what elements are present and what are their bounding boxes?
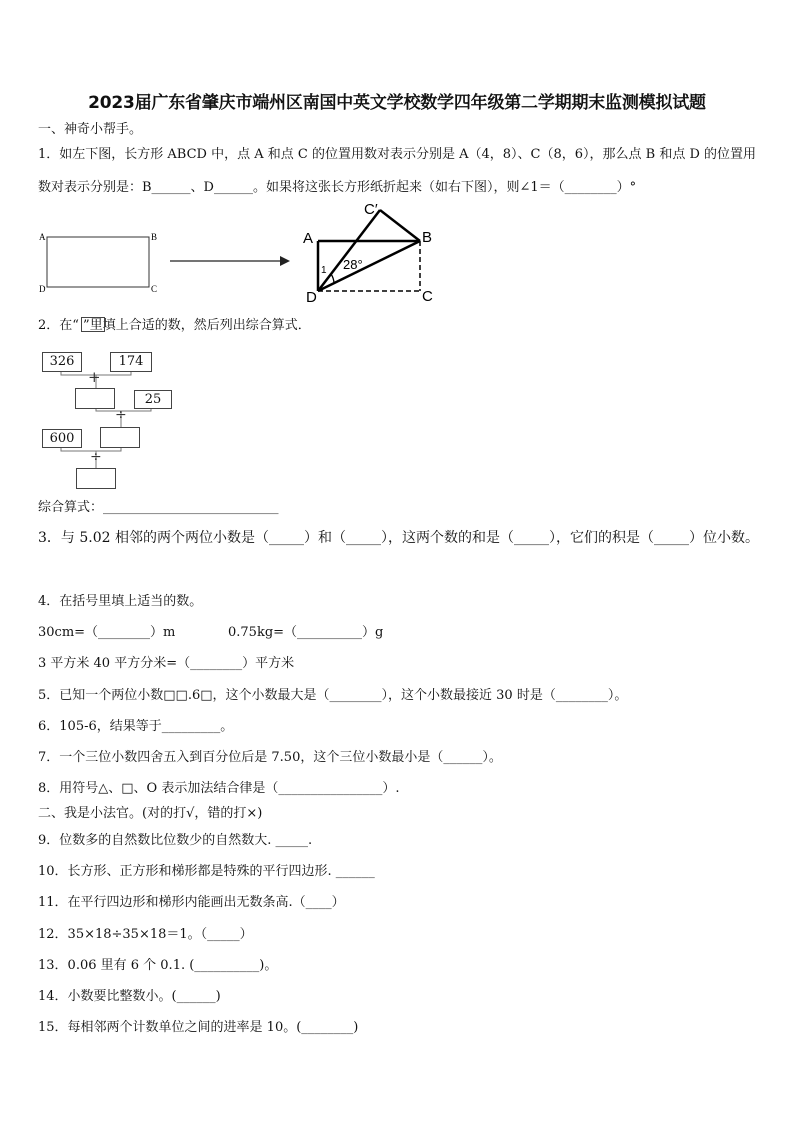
arrow-diagram (168, 254, 293, 268)
question-4-line-1a: 30cm=（________）m (38, 625, 176, 640)
blank-box-sum[interactable] (75, 388, 115, 409)
label-c: C (151, 284, 158, 294)
box-174: 174 (110, 352, 152, 372)
edge-c-prime-b (380, 210, 420, 241)
question-9: 9．位数多的自然数比位数少的自然数大. _____. (38, 833, 313, 848)
box-326: 326 (42, 352, 82, 372)
fold-label-d: D (306, 289, 317, 306)
fold-label-c-prime: C′ (364, 201, 378, 218)
question-4-line-2: 3 平方米 40 平方分米=（________）平方米 (38, 656, 295, 671)
label-a: A (39, 232, 46, 242)
question-4: 4．在括号里填上适当的数。 (38, 594, 203, 609)
fold-line-db (318, 241, 420, 291)
blank-box-icon (81, 317, 105, 332)
angle-28-label: 28° (343, 257, 363, 272)
question-13: 13．0.06 里有 6 个 0.1. (__________)。 (38, 958, 278, 973)
box-600: 600 (42, 429, 82, 448)
question-5: 5．已知一个两位小数□□.6□，这个小数最大是（________），这个小数最接近 30 时是（________）。 (38, 688, 628, 703)
fold-label-b: B (422, 229, 433, 246)
arrow-head-icon (280, 256, 290, 266)
question-14: 14．小数要比整数小。(______) (38, 989, 221, 1004)
angle-1-label: 1 (321, 265, 327, 276)
rectangle-abcd-diagram (36, 228, 166, 296)
blank-box-result[interactable] (76, 468, 116, 489)
label-b: B (151, 232, 158, 242)
plus-sign: + (88, 368, 101, 386)
page-title: 2023届广东省肇庆市端州区南国中英文学校数学四年级第二学期期末监测模拟试题 (88, 93, 706, 113)
section-1-heading: 一、神奇小帮手。 (38, 122, 143, 137)
question-4-line-1b: 0.75kg=（__________）g (228, 625, 384, 640)
fold-label-a: A (303, 230, 314, 247)
question-3: 3．与 5.02 相邻的两个两位小数是（_____）和（_____），这两个数的和是（_____），它们的积是（_____）位小数。 (38, 530, 759, 546)
calculation-tree-diagram (38, 347, 188, 490)
question-11: 11．在平行四边形和梯形内能画出无数条高.（____） (38, 895, 345, 910)
folded-rectangle-diagram (298, 198, 446, 306)
box-25: 25 (134, 390, 172, 409)
question-1: 1．如左下图，长方形 ABCD 中，点 A 和点 C 的位置用数对表示分别是 A（4，8）、C（8，6），那么点 B 和点 D 的位置用数对表示分别是：B______、D______。如果将这张长方形纸折起来（如右下图），则∠1＝（________）° (38, 147, 757, 195)
blank-box-quotient[interactable] (100, 427, 140, 448)
fold-label-c: C (422, 288, 433, 305)
question-6: 6．105-6，结果等于_________。 (38, 719, 234, 734)
section-2-heading: 二、我是小法官。(对的打√，错的打×) (38, 806, 263, 821)
divide-sign-2: ÷ (90, 449, 102, 465)
question-8: 8．用符号△、□、O 表示加法结合律是（________________）. (38, 781, 400, 796)
rectangle-abcd (47, 237, 149, 287)
edge-dc-prime (318, 210, 380, 291)
combined-expression: 综合算式：___________________________ (38, 500, 279, 515)
label-d: D (39, 284, 46, 294)
divide-sign-1: ÷ (115, 407, 127, 423)
angle-28-arc (331, 274, 334, 283)
question-15: 15．每相邻两个计数单位之间的进率是 10。(________) (38, 1020, 359, 1035)
question-2: 2．在“ ”里填上合适的数，然后列出综合算式． (38, 318, 311, 333)
question-10: 10．长方形、正方形和梯形都是特殊的平行四边形. ______ (38, 864, 375, 879)
question-12: 12．35×18÷35×18＝1。（_____） (38, 927, 253, 942)
question-7: 7．一个三位小数四舍五入到百分位后是 7.50，这个三位小数最小是（______）。 (38, 750, 502, 765)
